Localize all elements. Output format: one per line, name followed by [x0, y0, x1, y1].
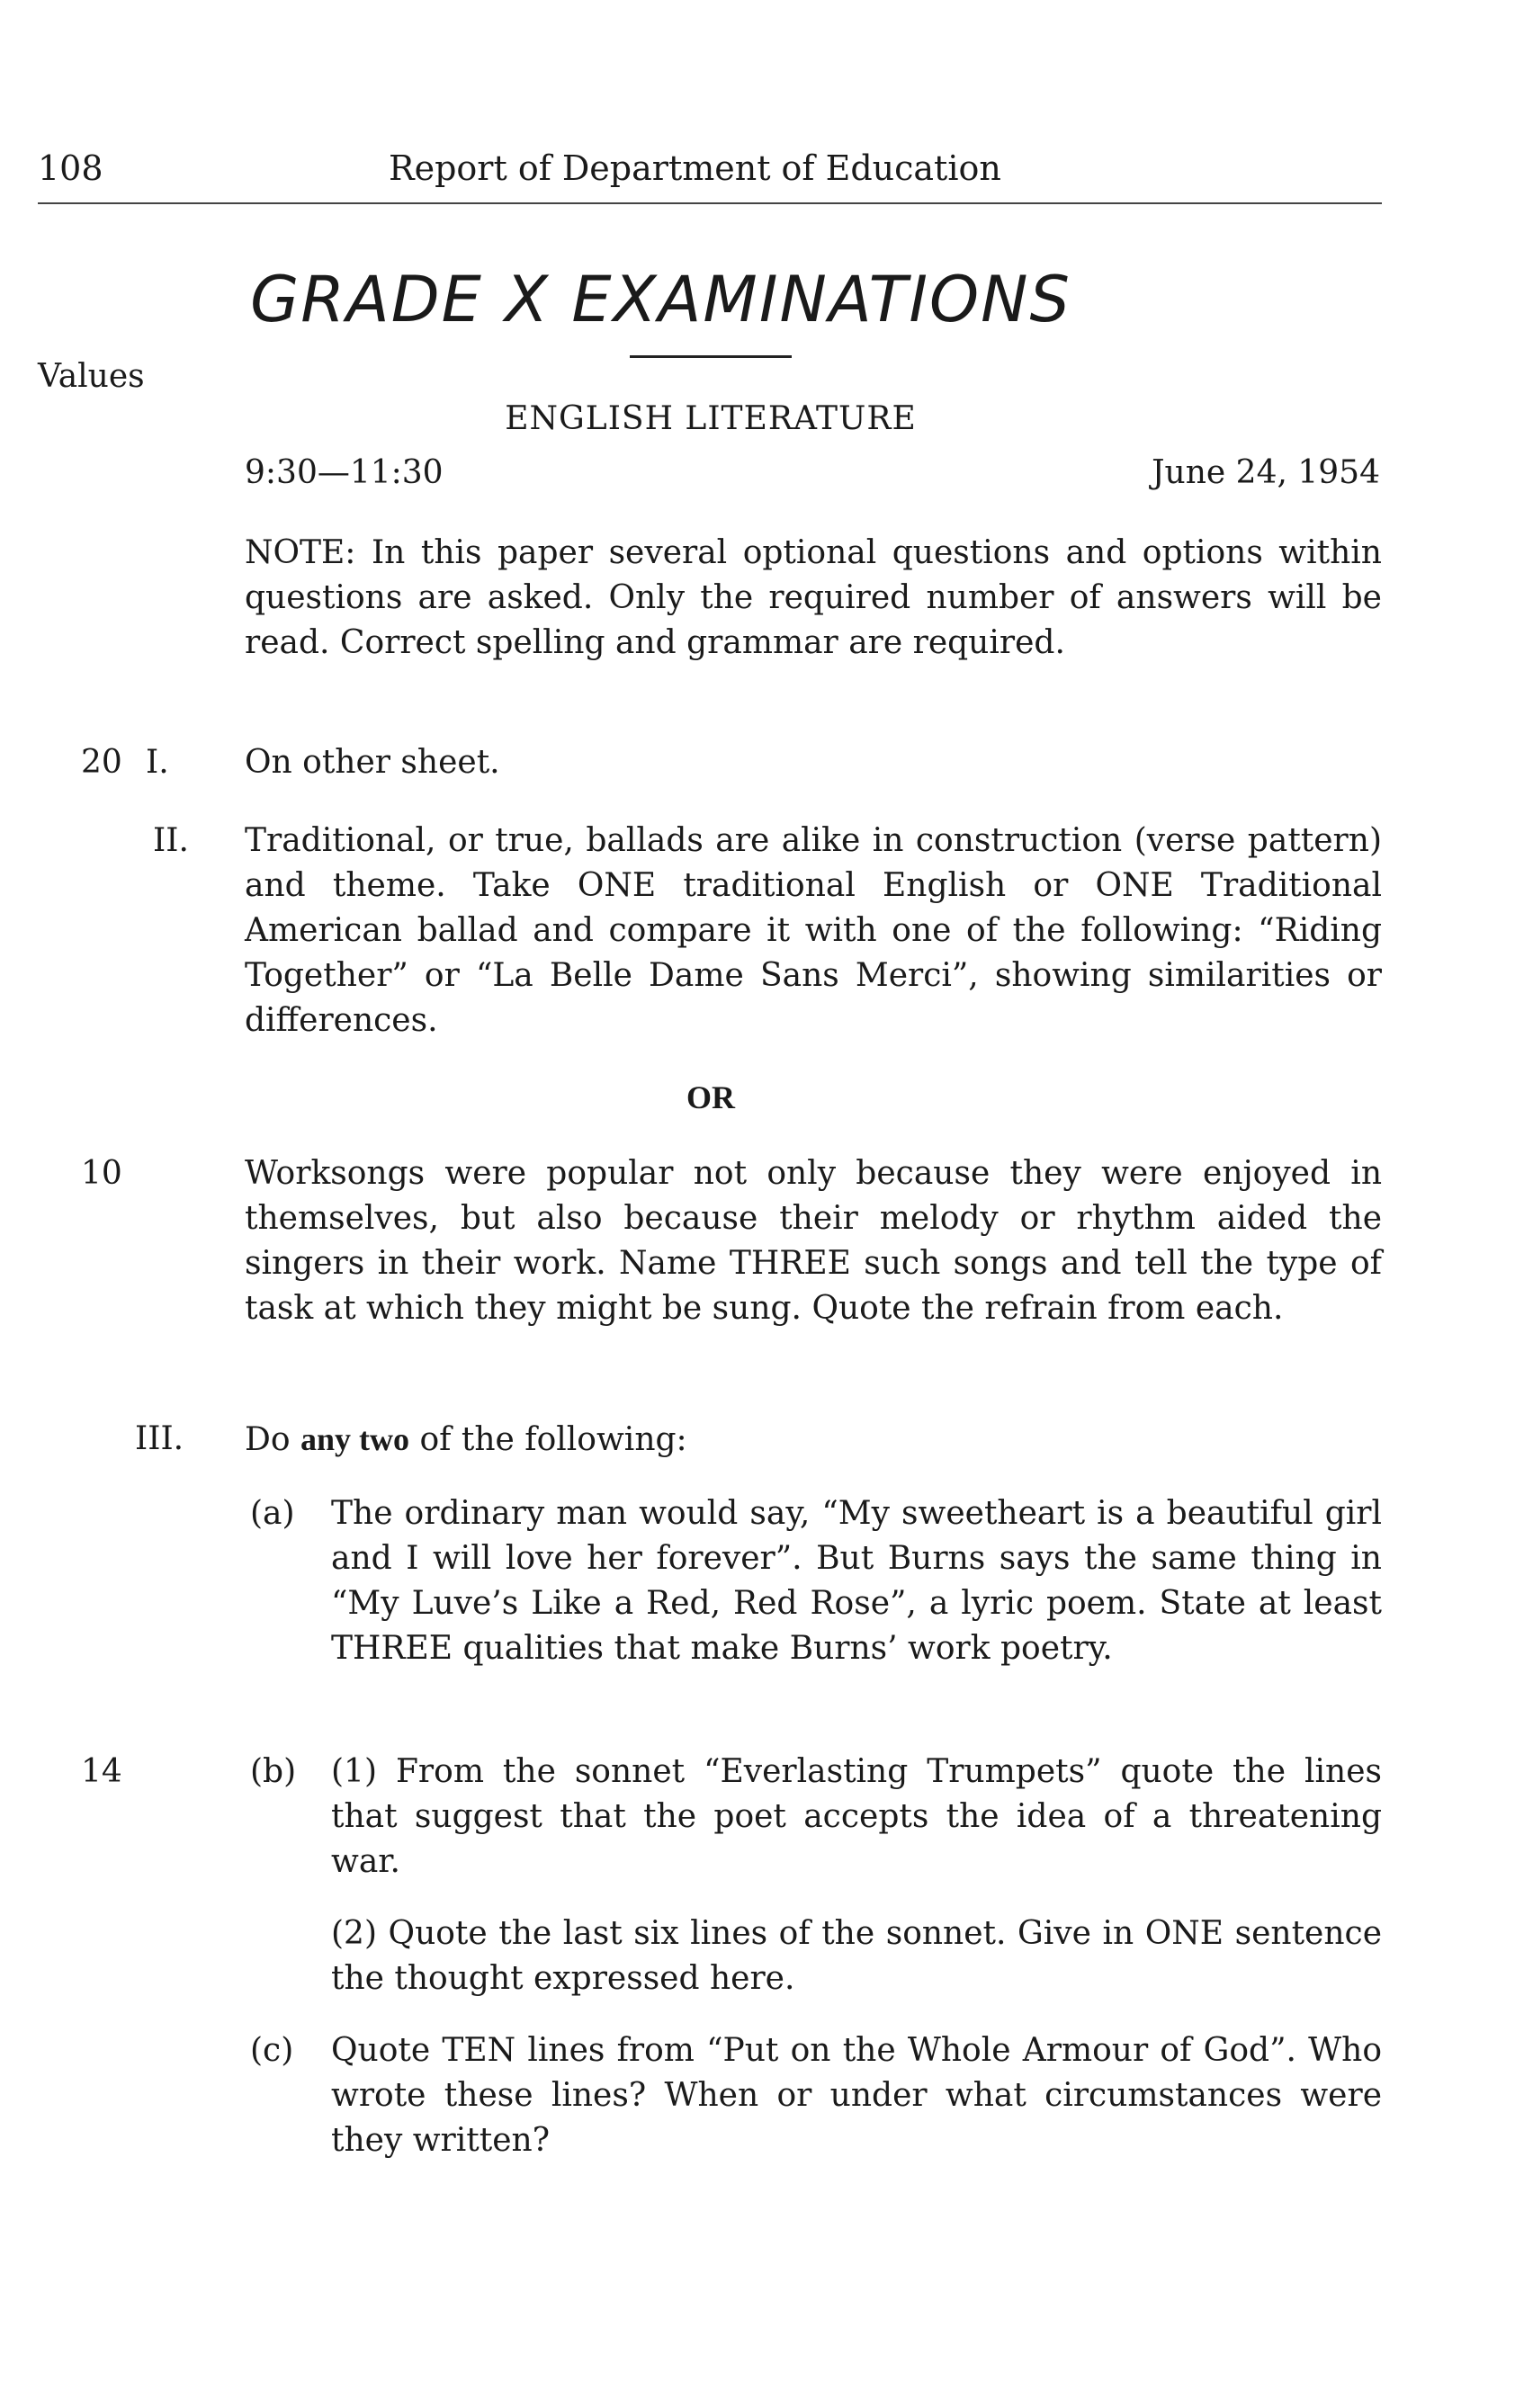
q3a-text: The ordinary man would say, “My sweetheart is a beautiful girl and I will love her forever”. But Burns says the same thing in “My Luve’s Like a Red, Red Rose”, a lyric poem. State at least THREE qualities that make Burns’ work poetry. [331, 1495, 1382, 1667]
exam-note: NOTE: In this paper several optional questions and options within questions are asked. Only the required number of answers will be read. Correct spelling and grammar are required. [245, 534, 1382, 661]
q1-number: I. [146, 744, 169, 781]
running-title: Report of Department of Education [389, 148, 1001, 188]
q1-value: 20 [81, 744, 122, 781]
subject-heading: ENGLISH LITERATURE [505, 400, 917, 437]
exam-date: June 24, 1954 [1152, 454, 1380, 491]
q2-alt-text: Worksongs were popular not only because they were enjoyed in themselves, but also because their melody or rhythm aided the singers in their work. Name THREE such songs and tell the type of task at which they might be sung. Quote the refrain from each. [245, 1155, 1382, 1327]
q2-value: 10 [81, 1155, 122, 1192]
q3b-part1: (1) From the sonnet “Everlasting Trumpets” quote the lines that suggest that the poet accepts the idea of a threatening war. [331, 1753, 1382, 1880]
q2-text: Traditional, or true, ballads are alike in construction (verse pattern) and theme. Take ONE traditional English or ONE Traditional American ballad and compare it with one of the following: “Riding Together” or “La Belle Dame Sans Merci”, showing similarities or differences. [245, 822, 1382, 1039]
exam-title: GRADE X EXAMINATIONS [250, 263, 1071, 336]
q3-value: 14 [81, 1753, 122, 1790]
title-rule [630, 355, 792, 358]
page-number: 108 [38, 148, 103, 188]
running-header [38, 148, 1382, 204]
q1-text: On other sheet. [245, 744, 500, 781]
or-divider: OR [686, 1079, 735, 1115]
exam-time: 9:30—11:30 [245, 454, 444, 491]
q2-number: II. [153, 822, 189, 859]
q3b-label: (b) [250, 1753, 297, 1790]
values-label: Values [38, 358, 145, 395]
q3-intro-bold: any two [300, 1421, 409, 1457]
q3b-part2: (2) Quote the last six lines of the sonnet. Give in ONE sentence the thought expressed here. [331, 1915, 1382, 1997]
q3-number: III. [135, 1420, 184, 1457]
q3-intro-b: of the following: [409, 1421, 687, 1458]
q3c-label: (c) [250, 2032, 294, 2069]
q3a-label: (a) [250, 1495, 295, 1532]
q3-intro-a: Do [245, 1421, 300, 1458]
q3c-text: Quote TEN lines from “Put on the Whole Armour of God”. Who wrote these lines? When or under what circumstances were they written? [331, 2032, 1382, 2159]
q3-intro [245, 1417, 1382, 1463]
